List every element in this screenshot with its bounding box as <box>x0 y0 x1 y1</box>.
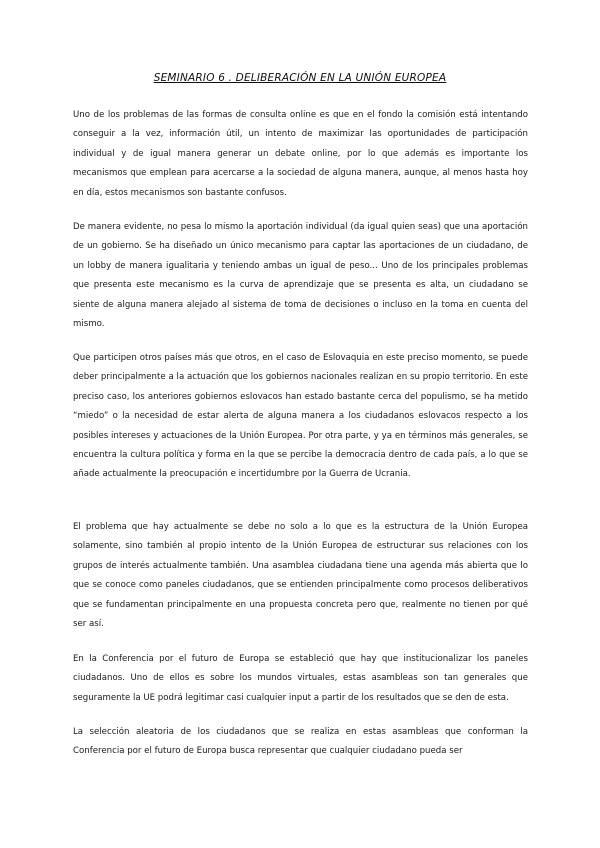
paragraph-4: El problema que hay actualmente se debe no solo a lo que es la estructura de la Unión Europea solamente, sino también al propio intento de la Unión Europea de estructurar sus relaciones con los grupos de interés actualmente también. Una asamblea ciudadana tiene una agenda más abierta que lo que se conoce como paneles ciudadanos, que se entienden principalmente como procesos deliberativos que se fundamentan principalmente en una propuesta concreta pero que, realmente no tienen por qué ser así. <box>73 522 528 630</box>
paragraph-3: Que participen otros países más que otros, en el caso de Eslovaquia en este preciso momento, se puede deber principalmente a la actuación que los gobiernos nacionales realizan en su propio territorio. En este preciso caso, los anteriores gobiernos eslovacos han estado bastante cerca del populismo, se ha metido “miedo” o la necesidad de estar alerta de alguna manera a los ciudadanos eslovacos respecto a los posibles intereses y actuaciones de la Unión Europea. Por otra parte, y ya en términos más generales, se encuentra la cultura política y forma en la que se percibe la democracia dentro de cada país, a lo que se añade actualmente la preocupación e incertidumbre por la Guerra de Ucrania. <box>73 353 528 480</box>
paragraph-2: De manera evidente, no pesa lo mismo la aportación individual (da igual quien seas) que una aportación de un gobierno. Se ha diseñado un único mecanismo para captar las aportaciones de un ciudadano, de un lobby de manera igualitaria y teniendo ambas un igual de peso... Uno de los principales problemas que presenta este mecanismo es la curva de aprendizaje que se presenta es alta, un ciudadano se siente de alguna manera alejado al sistema de toma de decisiones o incluso en la toma en cuenta del mismo. <box>73 222 528 330</box>
document-title: SEMINARIO 6 . DELIBERACIÓN EN LA UNIÓN EUROPEA <box>153 72 447 84</box>
paragraph-6: La selección aleatoria de los ciudadanos que se realiza en estas asambleas que conforman la Conferencia por el futuro de Europa busca representar que cualquier ciudadano pueda ser <box>73 727 528 757</box>
paragraph-5: En la Conferencia por el futuro de Europa se estableció que hay que institucionalizar los paneles ciudadanos. Uno de ellos es sobre los mundos virtuales, estas asambleas son tan generales que seguramente la UE podrá legitimar casi cualquier input a partir de los resultados que se den de esta. <box>73 654 528 703</box>
paragraph-1: Uno de los problemas de las formas de consulta online es que en el fondo la comisión está intentando conseguir a la vez, información útil, un intento de maximizar las oportunidades de participación individual y de igual manera generar un debate online, por lo que además es importante los mecanismos que emplean para acercarse a la sociedad de alguna manera, aunque, al menos hasta hoy en día, estos mecanismos son bastante confusos. <box>73 110 528 198</box>
